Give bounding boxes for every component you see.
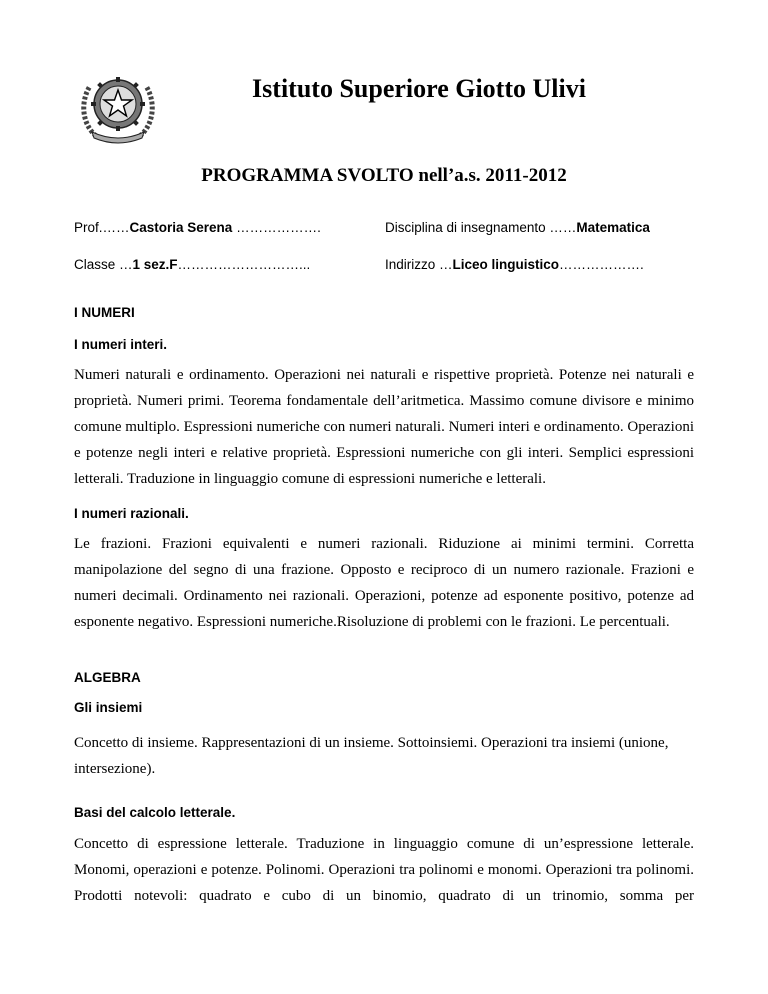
subsection-title-interi: I numeri interi.: [74, 337, 168, 352]
track-label: Indirizzo …: [385, 257, 453, 272]
class-value: 1 sez.F: [132, 257, 178, 272]
track-field: [385, 257, 644, 272]
school-name: Istituto Superiore Giotto Ulivi: [252, 74, 586, 103]
class-dots: ………………………...: [177, 257, 311, 272]
section-title-numeri: I NUMERI: [74, 305, 135, 320]
subject-value: Matematica: [576, 220, 650, 235]
prof-field: [74, 220, 321, 235]
prof-label: Prof.……: [74, 220, 130, 235]
paragraph-insiemi: Concetto di insieme. Rappresentazioni di un insieme. Sottoinsiemi. Operazioni tra insiemi (unione, intersezione).: [74, 735, 669, 777]
class-label: Classe …: [74, 257, 133, 272]
track-value: Liceo linguistico: [452, 257, 560, 272]
prof-value: Castoria Serena: [129, 220, 233, 235]
section-title-algebra: ALGEBRA: [74, 670, 141, 685]
subject-field: [385, 220, 650, 235]
class-field: [74, 257, 310, 272]
paragraph-calcolo-letterale: Concetto di espressione letterale. Traduzione in linguaggio comune di un’espressione letterale. Monomi, operazioni e potenze. Polinomi. Operazioni tra polinomi e monomi. Operazioni tra polinomi. Prodotti notevoli: quadrato e cubo di un binomio, quadrato di un trinomio, somma per: [74, 836, 694, 904]
track-dots: ……………….: [559, 257, 644, 272]
subsection-title-razionali: I numeri razionali.: [74, 506, 189, 521]
subsection-title-insiemi: Gli insiemi: [74, 700, 143, 715]
prof-dots: ……………….: [232, 220, 321, 235]
paragraph-interi: Numeri naturali e ordinamento. Operazioni nei naturali e rispettive proprietà. Potenze nei naturali e proprietà. Numeri primi. Teorema fondamentale dell’aritmetica. Massimo comune divisore e minimo comune multiplo. Espressioni numeriche con numeri naturali. Numeri interi e ordinamento. Operazioni e potenze negli interi e relative proprietà. Espressioni numeriche con gli interi. Semplici espressioni letterali. Traduzione in linguaggio comune di espressioni numeriche e letterali.: [74, 367, 694, 487]
subsection-title-calcolo-letterale: Basi del calcolo letterale.: [74, 805, 236, 820]
program-title: PROGRAMMA SVOLTO nell’a.s. 2011-2012: [201, 165, 567, 186]
subject-label: Disciplina di insegnamento ……: [385, 220, 577, 235]
paragraph-razionali: Le frazioni. Frazioni equivalenti e numeri razionali. Riduzione ai minimi termini. Corretta manipolazione del segno di una frazione. Opposto e reciproco di un numero razionale. Frazioni e numeri decimali. Ordinamento nei razionali. Operazioni, potenze ad esponente positivo, potenze ad esponente negativo. Espressioni numeriche.Risoluzione di problemi con le frazioni. Le percentuali.: [74, 536, 694, 630]
